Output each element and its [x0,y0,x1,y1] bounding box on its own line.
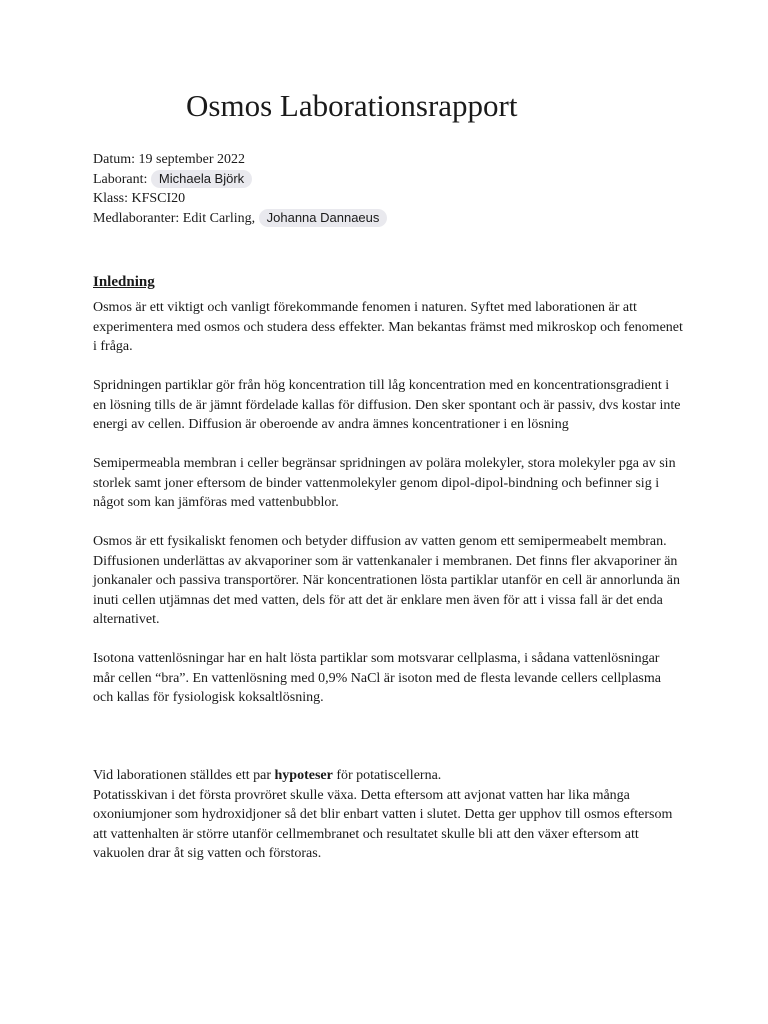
laborant-person-chip[interactable]: Michaela Björk [151,170,252,188]
date-line [93,150,387,170]
section-heading-inledning: Inledning [93,274,155,290]
hypothesis-intro-after: för potatiscellerna. [332,768,442,783]
paragraph-2: Spridningen partiklar gör från hög koncentration till låg koncentration med en koncentrationsgradient i en lösning tills de är jämnt fördelade kallas för diffusion. Den sker spontant och är passiv, dvs kostar inte energi av cellen. Diffusion är oberoende av andra ämnes koncentrationer i en lösning [93,378,681,432]
document-title: Osmos Laborationsrapport [186,88,518,123]
date-value: 19 september 2022 [138,152,246,167]
paragraph-4: Osmos är ett fysikaliskt fenomen och betyder diffusion av vatten genom ett semipermeabelt membran. Diffusionen underlättas av akvaporiner som är vattenkanaler i membranen. Det finns fler akvaporiner än jonkanaler och passiva transportörer. När koncentrationen lösta partiklar utanför en cell är annorlunda än inuti cellen utjämnas det med vatten, dels för att det är enklare men även för att i vissa fall är det enda alternativet. [93,534,680,627]
hypothesis-intro [93,766,683,786]
co-laborants-label: Medlaboranter: [93,210,183,226]
laborant-label: Laborant: [93,171,151,187]
document-body [93,298,683,864]
class-label: Klass: [93,191,132,206]
co-laborant-1: Edit Carling, [182,210,256,226]
report-metadata [93,150,387,228]
paragraph-1: Osmos är ett viktigt och vanligt förekommande fenomen i naturen. Syftet med laborationen är att experimentera med osmos och studera dess effekter. Man bekantas främst med mikroskop och fenomenet i fråga. [93,300,683,354]
laborant-line [93,170,387,190]
hypothesis-text: Potatisskivan i det första provröret skulle växa. Detta eftersom att avjonat vatten har lika många oxoniumjoner som hydroxidjoner så det blir enbart vatten i slutet. Detta ger upphov till osmos eftersom att vattenhalten är större utanför cellmembranet och resultatet skulle bli att den växer eftersom att vakuolen drar åt sig vatten och förstoras. [93,787,673,861]
hypothesis-intro-before: Vid laborationen ställdes ett par [93,768,275,783]
paragraph-3: Semipermeabla membran i celler begränsar spridningen av polära molekyler, stora molekyler pga av sin storlek samt joner eftersom de binder vattenmolekyler genom dipol-dipol-bindning och befinner sig i något som kan jämföras med vattenbubblor. [93,456,676,510]
paragraph-5: Isotona vattenlösningar har en halt lösta partiklar som motsvarar cellplasma, i sådana vattenlösningar mår cellen “bra”. En vattenlösning med 0,9% NaCl är isoton med de flesta levande cellers cellplasma och kallas för fysiologisk koksaltlösning. [93,651,661,705]
class-line [93,189,387,209]
date-label: Datum: [93,152,139,167]
co-laborants-line [93,209,387,229]
co-laborant-2-person-chip[interactable]: Johanna Dannaeus [259,209,388,227]
hypothesis-intro-bold: hypoteser [274,768,333,783]
class-value: KFSCI20 [131,191,186,206]
